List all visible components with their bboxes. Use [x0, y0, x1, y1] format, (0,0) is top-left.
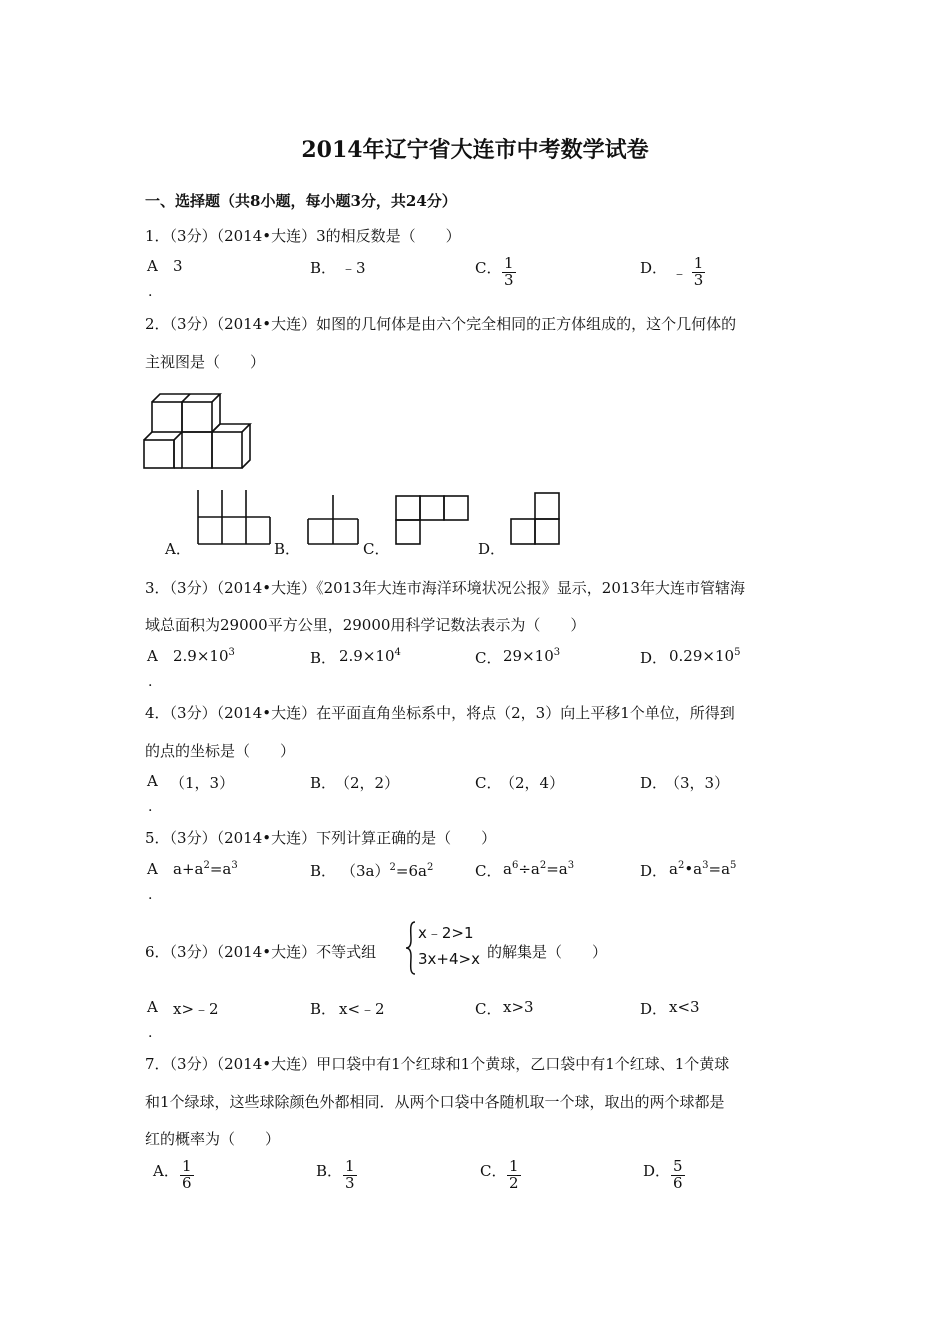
q1-dot: .: [148, 284, 153, 300]
q7-option-a-label: A．: [153, 1162, 179, 1180]
q3-option-c-base: 29×10: [503, 647, 554, 665]
inequality-2: 3x+4>x: [418, 950, 480, 968]
q4-option-a: （1，3）: [170, 774, 235, 792]
q3-option-a-base: 2.9×10: [173, 647, 229, 665]
page-title: 2014年辽宁省大连市中考数学试卷: [301, 137, 649, 163]
question-7-stem-line3: 红的概率为（ ）: [145, 1130, 281, 1148]
q2-option-c-label: C．: [363, 540, 390, 558]
solid-figure: [140, 388, 255, 472]
q3-option-a-label: A: [147, 647, 158, 665]
q3-option-c-exponent: 3: [553, 647, 561, 658]
question-7-stem-line1: 7．（3分）（2014•大连）甲口袋中有1个红球和1个黄球，乙口袋中有1个红球、1个黄球: [145, 1055, 730, 1073]
question-7-stem-line2: 和1个绿球，这些球除颜色外都相同．从两个口袋中各随机取一个球，取出的两个球都是: [145, 1093, 725, 1111]
fraction-numerator: 1: [693, 254, 704, 272]
q7-option-c-label: C．: [480, 1162, 507, 1180]
q5-option-d: $a^2•a^3=a^5$: [669, 860, 737, 878]
q7-option-a-fraction: [180, 1159, 194, 1192]
fraction-denominator: 3: [504, 270, 514, 289]
q7-option-d-label: D．: [643, 1162, 671, 1180]
q3-option-d-base: 0.29×10: [669, 647, 735, 665]
q7-option-b-fraction: [343, 1159, 357, 1192]
q4-option-b-label: B．: [310, 774, 337, 792]
q2-option-b-label: B．: [274, 540, 301, 558]
q4-option-d-label: D．: [640, 774, 668, 792]
q1-option-d-label: D．: [640, 259, 668, 277]
q4-option-c-label: C．: [475, 774, 502, 792]
q2-option-a-view: [195, 488, 273, 546]
q2-option-c-view: [393, 493, 473, 546]
fraction-denominator: 3: [693, 270, 704, 289]
q1-option-b-label: B．: [310, 259, 337, 277]
q4-option-d: （3，3）: [665, 774, 730, 792]
q6-option-b: x<﹣2: [339, 1000, 385, 1018]
q7-option-b-label: B．: [316, 1162, 343, 1180]
q3-dot: .: [148, 674, 153, 690]
q4-option-a-label: A: [147, 772, 158, 790]
q6-option-a-label: A: [147, 998, 158, 1016]
q5-option-b-label: B．: [310, 862, 337, 880]
fraction-numerator: 1: [182, 1157, 192, 1175]
q6-option-d-label: D．: [640, 1000, 668, 1018]
section-heading: 一、选择题（共8小题，每小题3分，共24分）: [145, 192, 457, 210]
question-2-stem-line2: 主视图是（ ）: [145, 353, 266, 371]
q4-dot: .: [148, 799, 153, 815]
q1-option-a-label: A: [147, 257, 158, 275]
q3-option-b: [339, 647, 401, 665]
question-6-stem-post: 的解集是（ ）: [487, 943, 608, 961]
fraction-denominator: 2: [509, 1173, 519, 1192]
q3-option-d-exponent: 5: [734, 647, 741, 658]
q5-option-d-label: D．: [640, 862, 668, 880]
fraction-numerator: 5: [673, 1157, 683, 1175]
q6-option-d: x<3: [669, 998, 700, 1016]
q2-option-b-view: [305, 493, 361, 546]
q7-option-c-fraction: [507, 1159, 521, 1192]
q6-option-c-label: C．: [475, 1000, 502, 1018]
q4-option-b: （2，2）: [335, 774, 400, 792]
q3-option-a-exponent: 3: [228, 647, 235, 658]
question-1-stem: 1．（3分）（2014•大连）3的相反数是（ ）: [145, 227, 461, 245]
question-6-stem-pre: 6．（3分）（2014•大连）不等式组: [145, 943, 377, 961]
q1-option-b: ﹣3: [341, 259, 366, 277]
q1-option-a: 3: [173, 257, 183, 275]
q6-option-a: x>﹣2: [173, 1000, 219, 1018]
q4-option-c: （2，4）: [500, 774, 565, 792]
fraction-numerator: 1: [345, 1157, 355, 1175]
q2-option-d-label: D．: [478, 540, 506, 558]
q6-option-b-label: B．: [310, 1000, 337, 1018]
q1-option-c-label: C．: [475, 259, 502, 277]
fraction-denominator: 6: [182, 1173, 192, 1192]
fraction-denominator: 6: [673, 1173, 683, 1192]
q3-option-d-label: D．: [640, 649, 668, 667]
q6-dot: .: [148, 1025, 153, 1041]
q6-option-c: x>3: [503, 998, 534, 1016]
q5-dot: .: [148, 887, 153, 903]
q5-option-a-label: A: [147, 860, 158, 878]
q3-option-a: [173, 647, 235, 665]
question-3-stem-line2: 域总面积为29000平方公里，29000用科学记数法表示为（ ）: [145, 616, 586, 634]
q3-option-c: [503, 647, 560, 665]
fraction-numerator: 1: [509, 1157, 519, 1175]
question-4-stem-line2: 的点的坐标是（ ）: [145, 742, 296, 760]
question-4-stem-line1: 4．（3分）（2014•大连）在平面直角坐标系中，将点（2，3）向上平移1个单位，所得到: [145, 704, 735, 722]
q1-option-d-fraction: [672, 256, 705, 289]
q5-option-b: $(3a)^2=6a^2$: [341, 862, 434, 880]
minus-sign: ﹣: [672, 263, 688, 282]
question-5-stem: 5．（3分）（2014•大连）下列计算正确的是（ ）: [145, 829, 497, 847]
fraction-numerator: 1: [504, 254, 514, 272]
question-2-stem-line1: 2．（3分）（2014•大连）如图的几何体是由六个完全相同的正方体组成的，这个几何体的: [145, 315, 737, 333]
q3-option-b-exponent: 4: [394, 647, 401, 658]
q3-option-b-base: 2.9×10: [339, 647, 395, 665]
q3-option-d: [669, 647, 740, 665]
q2-option-d-view: [507, 491, 563, 547]
q5-option-c-label: C．: [475, 862, 502, 880]
q2-option-a-label: A．: [165, 540, 191, 558]
question-3-stem-line1: 3．（3分）（2014•大连）《2013年大连市海洋环境状况公报》显示，2013年大连市管辖海: [145, 579, 745, 597]
left-brace-icon: [405, 920, 417, 976]
q7-option-d-fraction: [671, 1159, 685, 1192]
q3-option-c-label: C．: [475, 649, 502, 667]
q1-option-c-fraction: [502, 256, 516, 289]
q5-option-a: $a+a^2=a^3$: [173, 860, 238, 878]
q3-option-b-label: B．: [310, 649, 337, 667]
inequality-1: x﹣2>1: [418, 924, 474, 942]
fraction-denominator: 3: [345, 1173, 355, 1192]
q5-option-c: $a^6\div a^2=a^3$: [503, 860, 575, 878]
